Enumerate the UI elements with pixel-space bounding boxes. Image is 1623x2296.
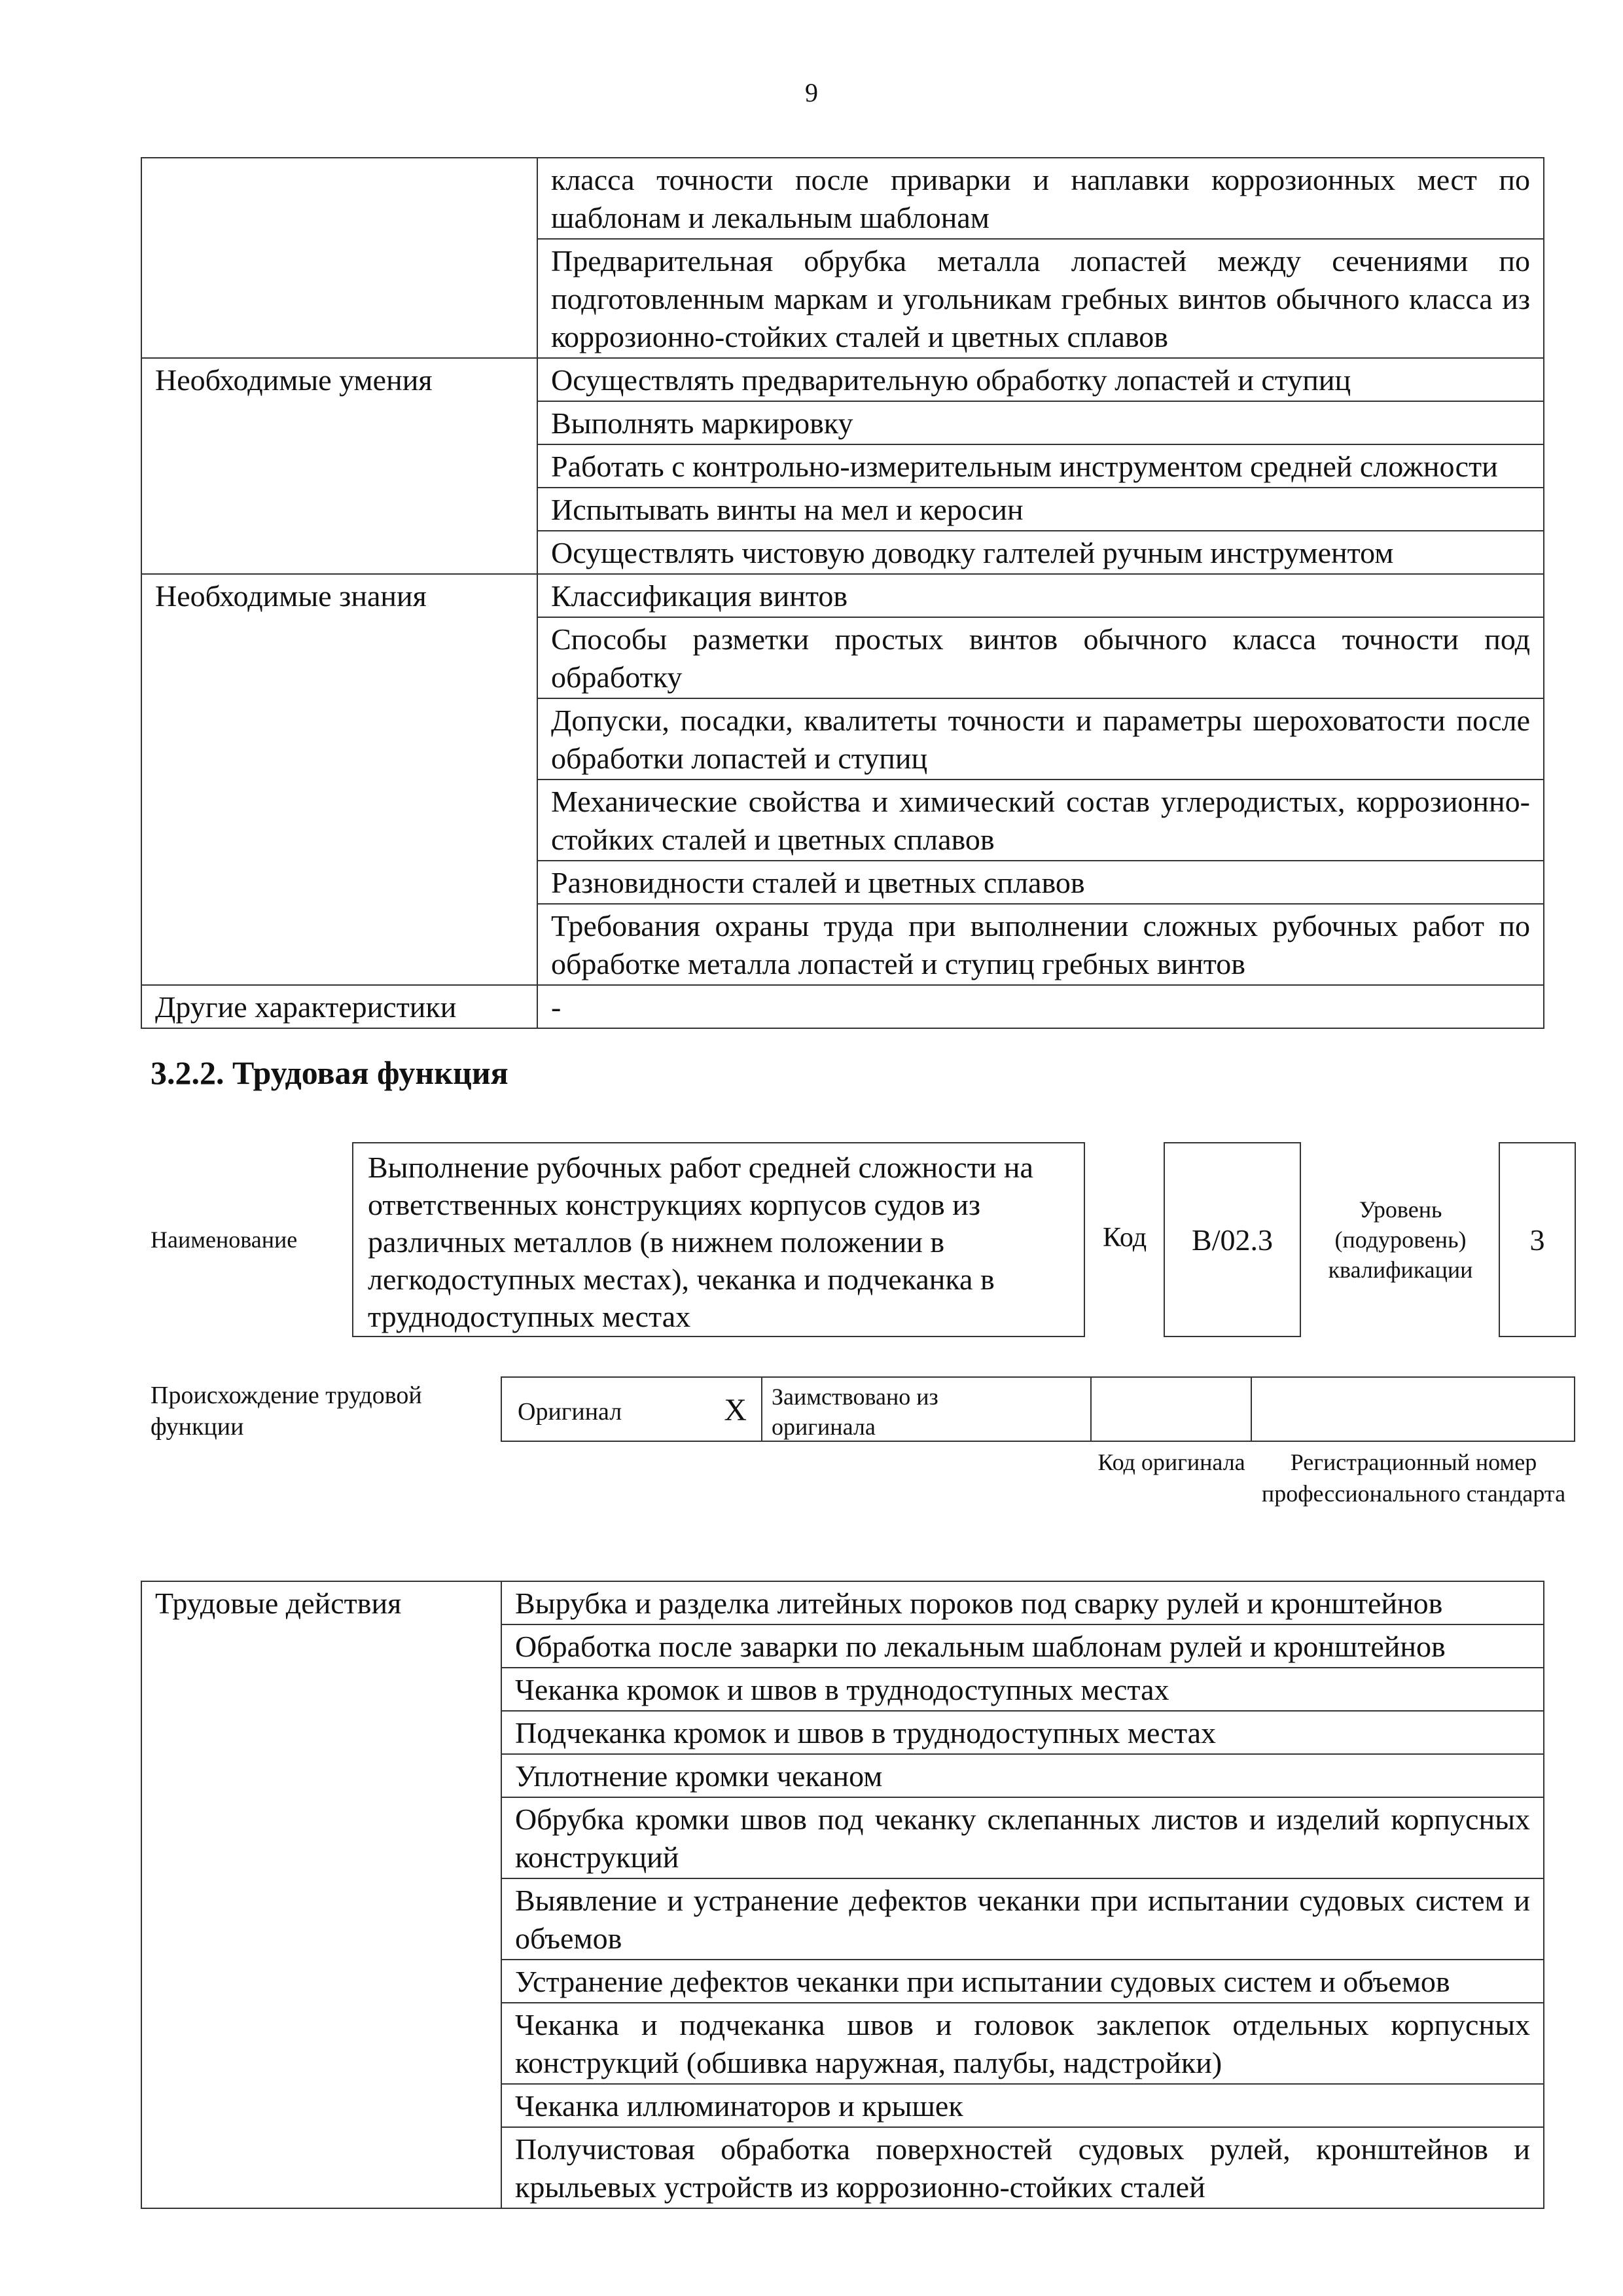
level-label: Уровень (подуровень) квалификации (1328, 1196, 1473, 1283)
function-name-box: Выполнение рубочных работ средней сложности на ответственных конструкциях корпусов судов из различных металлов (в нижнем положении в легкодоступных местах), чеканка и подчеканка в труднодоступных местах (352, 1142, 1085, 1337)
table-cell: Выполнять маркировку (537, 401, 1544, 444)
original-mark: X (724, 1393, 747, 1427)
original-label: Оригинал (518, 1398, 622, 1426)
table-cell: Чеканка и подчеканка швов и головок заклепок отдельных корпусных конструкций (обшивка наружная, палубы, надстройки) (501, 2003, 1544, 2084)
table-cell: Чеканка кромок и швов в труднодоступных местах (501, 1668, 1544, 1711)
row-label-other: Другие характеристики (141, 985, 537, 1028)
table-cell: Механические свойства и химический состав углеродистых, коррозионно-стойких сталей и цветных сплавов (537, 780, 1544, 861)
table-cell: Устранение дефектов чеканки при испытании судовых систем и объемов (501, 1960, 1544, 2003)
origin-borrowed-cell (761, 1376, 1092, 1442)
row-label (141, 158, 537, 358)
origin-code-cell (1090, 1376, 1252, 1442)
row-label-skills: Необходимые умения (141, 358, 537, 574)
row-label-actions: Трудовые действия (141, 1581, 501, 2208)
level-value: 3 (1499, 1142, 1576, 1337)
table-cell: Испытывать винты на мел и керосин (537, 488, 1544, 531)
origin-original-cell (501, 1376, 762, 1442)
table-cell: Предварительная обрубка металла лопастей между сечениями по подготовленным маркам и угольникам гребных винтов обычного класса из коррозионно-стойких сталей и цветных сплавов (537, 239, 1544, 358)
code-label: Код (1103, 1223, 1147, 1253)
table-cell: Чеканка иллюминаторов и крышек (501, 2084, 1544, 2127)
table-cell: Способы разметки простых винтов обычного класса точности под обработку (537, 617, 1544, 698)
code-value: B/02.3 (1164, 1142, 1301, 1337)
table-cell: Осуществлять предварительную обработку лопастей и ступиц (537, 358, 1544, 401)
table-cell: Осуществлять чистовую доводку галтелей ручным инструментом (537, 531, 1544, 574)
table-cell: Допуски, посадки, квалитеты точности и параметры шероховатости после обработки лопастей и ступиц (537, 698, 1544, 780)
borrowed-label: Заимствовано из оригинала (772, 1384, 938, 1440)
table-cell: Работать с контрольно-измерительным инструментом средней сложности (537, 444, 1544, 488)
table-cell: Подчеканка кромок и швов в труднодоступных местах (501, 1711, 1544, 1754)
reg-number-label: Регистрационный номер профессионального стандарта (1261, 1449, 1566, 1507)
section-title: 3.2.2. Трудовая функция (151, 1054, 508, 1091)
origin-label: Происхождение трудовой функции (151, 1382, 422, 1441)
labor-actions-table (141, 1581, 1544, 2209)
table-row (141, 574, 1544, 617)
table-row (141, 1581, 1544, 1624)
table-cell: Классификация винтов (537, 574, 1544, 617)
table-cell: Вырубка и разделка литейных пороков под сварку рулей и кронштейнов (501, 1581, 1544, 1624)
table-cell: класса точности после приварки и наплавки коррозионных мест по шаблонам и лекальным шаблонам (537, 158, 1544, 239)
table-cell: Разновидности сталей и цветных сплавов (537, 861, 1544, 904)
table-row (141, 985, 1544, 1028)
table-cell: Уплотнение кромки чеканом (501, 1754, 1544, 1797)
table-row (141, 358, 1544, 401)
table-cell: Обработка после заварки по лекальным шаблонам рулей и кронштейнов (501, 1624, 1544, 1668)
code-original-label: Код оригинала (1097, 1449, 1245, 1475)
name-label: Наименование (151, 1227, 298, 1253)
origin-reg-cell (1251, 1376, 1575, 1442)
table-cell: - (537, 985, 1544, 1028)
competency-table (141, 157, 1544, 1029)
table-cell: Выявление и устранение дефектов чеканки при испытании судовых систем и объемов (501, 1878, 1544, 1960)
table-cell: Обрубка кромки швов под чеканку склепанных листов и изделий корпусных конструкций (501, 1797, 1544, 1878)
row-label-knowledge: Необходимые знания (141, 574, 537, 985)
page-number: 9 (805, 78, 818, 107)
table-cell: Требования охраны труда при выполнении сложных рубочных работ по обработке металла лопастей и ступиц гребных винтов (537, 904, 1544, 985)
table-cell: Получистовая обработка поверхностей судовых рулей, кронштейнов и крыльевых устройств из коррозионно-стойких сталей (501, 2127, 1544, 2208)
table-row (141, 158, 1544, 239)
